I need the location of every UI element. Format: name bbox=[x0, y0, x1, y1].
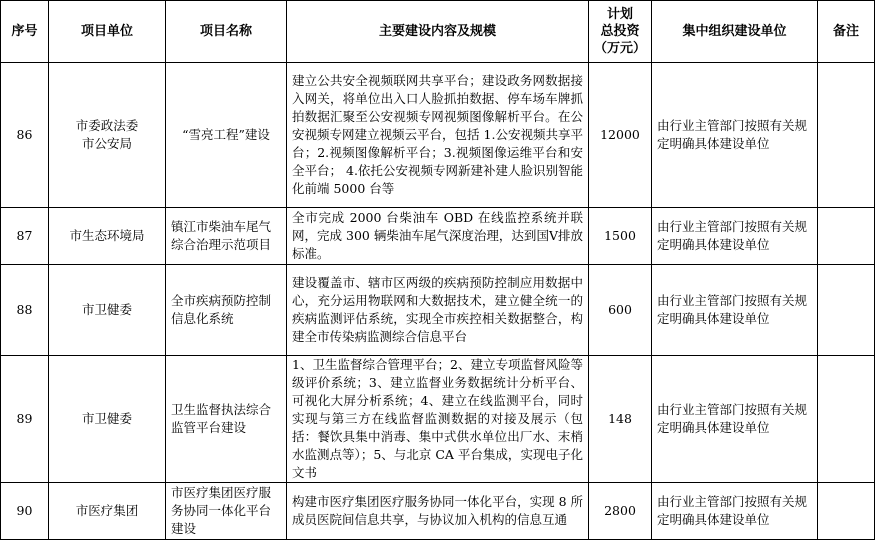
cell-seq: 86 bbox=[1, 63, 49, 208]
cell-unit: 市医疗集团 bbox=[49, 483, 166, 540]
cell-unit-line2: 市公安局 bbox=[81, 136, 132, 151]
cell-org: 由行业主管部门按照有关规定明确具体建设单位 bbox=[652, 63, 818, 208]
table-row bbox=[1, 63, 875, 208]
cell-seq: 89 bbox=[1, 356, 49, 483]
header-note: 备注 bbox=[818, 1, 875, 63]
cell-name: 镇江市柴油车尾气综合治理示范项目 bbox=[166, 208, 287, 265]
cell-content: 建立公共安全视频联网共享平台；建设政务网数据接入网关，将单位出入口人脸抓拍数据、停车场车牌抓拍数据汇聚至公安视频专网视频图像解析平台。在公安视频专网建立视频云平台，包括 1.公安视频共享平台；2.视频图像解析平台；3.视频图像运维平台和安全平台； 4.依托公安视频专网新建补建人脸识别智能化前端 5000 台等 bbox=[287, 63, 589, 208]
table-row bbox=[1, 265, 875, 356]
cell-unit: 市卫健委 bbox=[49, 356, 166, 483]
cell-seq: 88 bbox=[1, 265, 49, 356]
cell-seq: 90 bbox=[1, 483, 49, 540]
cell-invest: 148 bbox=[589, 356, 652, 483]
cell-unit: 市生态环境局 bbox=[49, 208, 166, 265]
cell-invest: 600 bbox=[589, 265, 652, 356]
cell-note bbox=[818, 208, 875, 265]
cell-content: 构建市医疗集团医疗服务协同一体化平台，实现 8 所成员医院间信息共享，与协议加入机构的信息互通 bbox=[287, 483, 589, 540]
cell-unit: 市卫健委 bbox=[49, 265, 166, 356]
header-name: 项目名称 bbox=[166, 1, 287, 63]
cell-name: 全市疾病预防控制信息化系统 bbox=[166, 265, 287, 356]
cell-note bbox=[818, 356, 875, 483]
cell-invest: 2800 bbox=[589, 483, 652, 540]
header-invest-line2: 总投资 bbox=[600, 24, 640, 39]
header-unit: 项目单位 bbox=[49, 1, 166, 63]
cell-invest: 12000 bbox=[589, 63, 652, 208]
cell-org: 由行业主管部门按照有关规定明确具体建设单位 bbox=[652, 483, 818, 540]
cell-note bbox=[818, 265, 875, 356]
cell-org: 由行业主管部门按照有关规定明确具体建设单位 bbox=[652, 265, 818, 356]
header-org: 集中组织建设单位 bbox=[652, 1, 818, 63]
header-invest bbox=[589, 1, 652, 63]
cell-seq: 87 bbox=[1, 208, 49, 265]
cell-org: 由行业主管部门按照有关规定明确具体建设单位 bbox=[652, 208, 818, 265]
cell-name: 市医疗集团医疗服务协同一体化平台建设 bbox=[166, 483, 287, 540]
cell-name: “雪亮工程”建设 bbox=[166, 63, 287, 208]
cell-note bbox=[818, 63, 875, 208]
cell-content: 1、卫生监督综合管理平台；2、建立专项监督风险等级评价系统；3、建立监督业务数据统计分析平台、可视化大屏分析系统；4、建立在线监测平台，同时实现与第三方在线监督监测数据的对接及展示（包括：餐饮具集中消毒、集中式供水单位出厂水、末梢水监测点等）；5、与北京 CA 平台集成，实现电子化文书 bbox=[287, 356, 589, 483]
cell-unit-line1: 市委政法委 bbox=[75, 118, 139, 133]
header-invest-line3: （万元） bbox=[594, 41, 647, 56]
table-row bbox=[1, 483, 875, 540]
cell-content: 全市完成 2000 台柴油车 OBD 在线监控系统并联网，完成 300 辆柴油车尾气深度治理，达到国Ⅴ排放标准。 bbox=[287, 208, 589, 265]
cell-name: 卫生监督执法综合监管平台建设 bbox=[166, 356, 287, 483]
header-invest-line1: 计划 bbox=[606, 7, 633, 22]
cell-org: 由行业主管部门按照有关规定明确具体建设单位 bbox=[652, 356, 818, 483]
table-row bbox=[1, 208, 875, 265]
cell-unit bbox=[49, 63, 166, 208]
header-row bbox=[1, 1, 875, 63]
header-content: 主要建设内容及规模 bbox=[287, 1, 589, 63]
cell-content: 建设覆盖市、辖市区两级的疾病预防控制应用数据中心，充分运用物联网和大数据技术，建立健全统一的疾病监测评估系统，实现全市疾控相关数据整合，构建全市传染病监测综合信息平台 bbox=[287, 265, 589, 356]
cell-invest: 1500 bbox=[589, 208, 652, 265]
cell-note bbox=[818, 483, 875, 540]
header-seq: 序号 bbox=[1, 1, 49, 63]
table-row bbox=[1, 356, 875, 483]
